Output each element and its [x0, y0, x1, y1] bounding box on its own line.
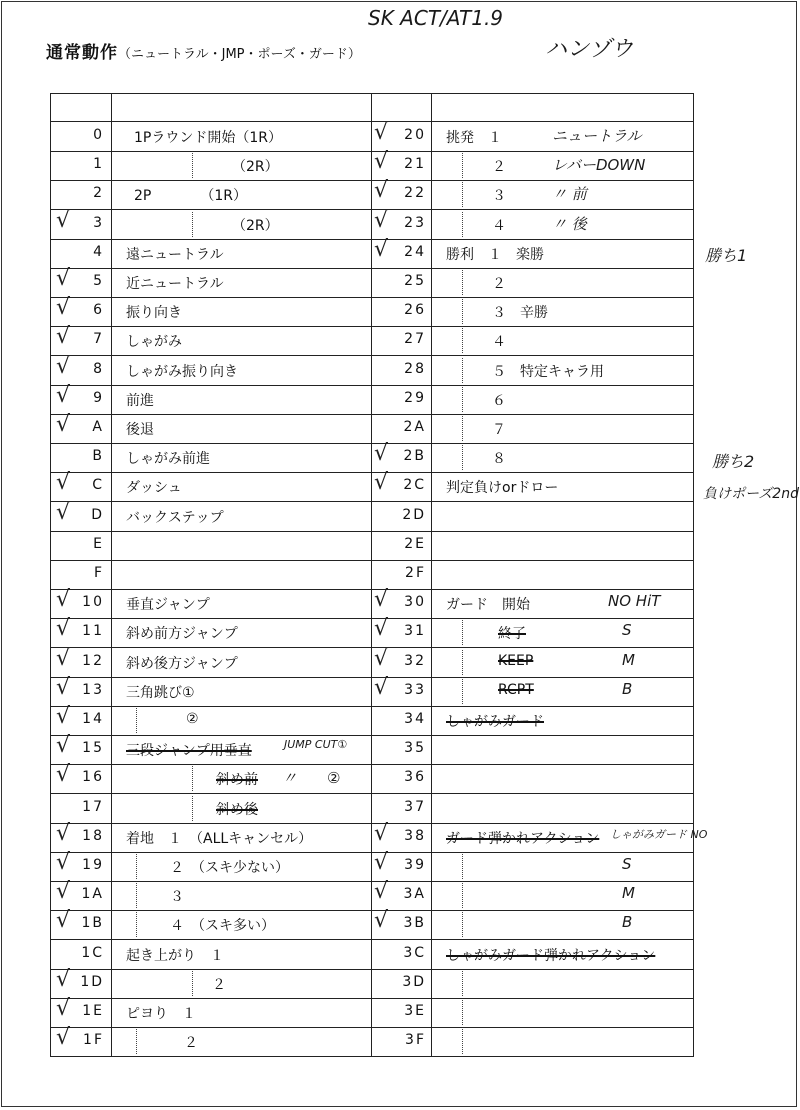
table-row [50, 852, 694, 882]
row-code: 21 [404, 156, 426, 173]
check-mark-icon: √ [374, 850, 389, 875]
table-row [50, 268, 694, 298]
row-code: 26 [404, 302, 426, 319]
check-mark-icon: √ [374, 207, 389, 233]
row-label: 三角跳び① [126, 684, 195, 701]
row-code: 35 [404, 740, 426, 757]
row-label: 斜め後 [216, 801, 258, 818]
check-mark-icon: √ [374, 587, 389, 613]
row-code: 3B [403, 915, 426, 932]
table-row [50, 297, 694, 327]
dotted-divider [462, 416, 463, 441]
dotted-divider [462, 299, 463, 324]
check-mark-icon: √ [56, 966, 71, 992]
table-row [50, 589, 694, 619]
dotted-divider [462, 445, 463, 470]
check-mark-icon: √ [56, 207, 71, 233]
dotted-divider [462, 182, 463, 207]
handwritten-note: S [622, 621, 632, 640]
side-note-win1: 勝ち1 [705, 246, 748, 265]
row-code: 3A [403, 886, 426, 903]
check-mark-icon: √ [56, 762, 71, 788]
dotted-divider [462, 270, 463, 295]
dotted-divider [462, 328, 463, 353]
handwritten-note: M [622, 650, 635, 669]
check-mark-icon: √ [374, 879, 389, 905]
row-label: 近ニュートラル [126, 276, 224, 292]
row-label: 斜め前方ジャンプ [126, 626, 238, 643]
row-label: 後退 [126, 422, 154, 438]
table-row [50, 180, 694, 210]
row-code: D [91, 506, 104, 523]
row-label: ３ 辛勝 [492, 305, 548, 322]
check-mark-icon: √ [374, 120, 389, 145]
table-row [50, 207, 694, 240]
row-label: 振り向き [126, 305, 182, 322]
row-code: B [92, 448, 104, 465]
row-code: 4 [93, 243, 104, 260]
row-label: ２ [492, 276, 506, 292]
table-row [50, 499, 694, 532]
check-mark-icon: √ [56, 412, 71, 437]
handwritten-note: しゃがみガード NO [610, 827, 708, 841]
row-code: 2B [403, 448, 426, 465]
dotted-divider [462, 679, 463, 704]
dotted-divider [462, 387, 463, 412]
row-code: 1F [83, 1032, 104, 1049]
table-top-line [50, 93, 694, 94]
check-mark-icon: √ [56, 353, 71, 379]
row-label: ２ （スキ少ない） [170, 860, 289, 876]
row-label: 斜め前 [216, 772, 258, 789]
row-code: 1A [81, 886, 104, 903]
row-code: 1E [82, 1003, 104, 1019]
table-row [50, 998, 694, 1028]
row-label: 前進 [126, 392, 154, 409]
row-code: 18 [82, 827, 104, 844]
row-code: 17 [82, 798, 104, 815]
table-row [50, 236, 694, 269]
row-label: ６ [492, 392, 506, 409]
table-row [50, 618, 694, 648]
row-code: 16 [82, 769, 104, 786]
table-row [50, 414, 694, 444]
row-label: ダッシュ [126, 480, 182, 497]
row-code: 3E [404, 1003, 426, 1019]
dotted-divider [462, 912, 463, 937]
check-mark-icon: √ [56, 879, 71, 905]
row-code: 37 [404, 798, 426, 815]
row-label: 遠ニュートラル [126, 246, 224, 263]
handwritten-note: B [622, 913, 633, 932]
row-code: F [93, 565, 104, 581]
table-row [50, 794, 694, 824]
row-code: 11 [82, 623, 104, 640]
row-code: 0 [93, 127, 104, 143]
row-label: KEEP [498, 652, 534, 669]
row-code: 24 [404, 243, 426, 260]
row-code: 30 [404, 594, 426, 611]
row-code: C [92, 477, 104, 494]
row-label: 挑発 １ [446, 130, 502, 146]
row-label: ８ [492, 451, 506, 468]
row-code: 27 [404, 331, 426, 348]
check-mark-icon: √ [56, 295, 71, 321]
handwritten-note: M [622, 884, 635, 903]
dotted-divider [462, 971, 463, 996]
dotted-divider [462, 883, 463, 908]
check-mark-icon: √ [56, 820, 71, 846]
row-code: 1B [81, 915, 104, 932]
row-label: ４ [492, 217, 506, 234]
row-code: 36 [404, 769, 426, 786]
row-code: 39 [404, 857, 426, 873]
row-label: ７ [492, 422, 506, 438]
handwritten-note: B [622, 679, 633, 698]
check-mark-icon: √ [56, 996, 71, 1021]
row-label: ２ [184, 1035, 198, 1052]
row-code: 7 [93, 331, 104, 348]
row-code: 22 [404, 185, 426, 202]
check-mark-icon: √ [374, 470, 389, 496]
row-label: ピヨり １ [126, 1006, 196, 1022]
check-mark-icon: √ [56, 908, 71, 934]
row-code: 34 [404, 711, 426, 727]
check-mark-icon: √ [56, 674, 71, 700]
row-code: 9 [93, 389, 104, 406]
row-code: 1D [80, 973, 104, 990]
table-row [50, 472, 694, 502]
check-mark-icon: √ [56, 645, 71, 671]
check-mark-icon: √ [374, 236, 389, 262]
check-mark-icon: √ [374, 441, 389, 467]
row-label: RCPT [498, 681, 534, 698]
character-note: ハンゾウ [545, 37, 634, 62]
check-mark-icon: √ [56, 733, 71, 759]
side-note-win2: 勝ち2 [712, 452, 755, 471]
row-code: 23 [404, 214, 426, 231]
row-code: E [93, 535, 104, 552]
row-code: 3 [93, 214, 104, 231]
row-label: 垂直ジャンプ [126, 597, 210, 614]
row-code: 20 [404, 127, 426, 143]
row-label: 着地 １ （ALLキャンセル） [126, 830, 313, 847]
row-label: 三段ジャンプ用垂直 [126, 743, 252, 760]
row-code: 2E [404, 535, 426, 552]
row-code: 19 [82, 857, 104, 873]
check-mark-icon: √ [56, 266, 71, 291]
table-row [50, 382, 694, 415]
row-label: （2R） [232, 217, 279, 234]
table-row [50, 764, 694, 794]
handwritten-note: NO HiT [608, 592, 661, 611]
row-code: 2D [402, 506, 426, 523]
check-mark-icon: √ [56, 587, 71, 613]
table-row [50, 735, 694, 765]
check-mark-icon: √ [56, 1025, 71, 1051]
row-code: 38 [404, 827, 426, 844]
handwritten-note: S [622, 855, 632, 873]
row-label: 1Pラウンド開始（1R） [134, 130, 282, 146]
row-label: 判定負けorドロー [446, 480, 559, 497]
table-row [50, 443, 694, 473]
row-code: 3C [403, 944, 426, 961]
check-mark-icon: √ [374, 149, 389, 175]
check-mark-icon: √ [374, 645, 389, 671]
dotted-divider [462, 153, 463, 178]
row-label: ３ [492, 188, 506, 205]
row-label: しゃがみ前進 [126, 451, 210, 468]
row-label: 起き上がり １ [126, 947, 224, 964]
row-code: 13 [82, 681, 104, 698]
title-subtitle: （ニュートラル・JMP・ポーズ・ガード） [118, 47, 361, 62]
check-mark-icon: √ [56, 704, 71, 729]
row-label: ４ [492, 334, 506, 351]
check-mark-icon: √ [56, 499, 71, 525]
check-mark-icon: √ [56, 382, 71, 408]
row-code: 2C [403, 477, 426, 494]
row-code: 2A [403, 419, 426, 435]
reference-note: SK ACT/AT1.9 [368, 6, 504, 30]
handwritten-note: 〃 前 [552, 185, 587, 204]
handwritten-note: 〃 ② [282, 769, 341, 788]
check-mark-icon: √ [374, 674, 389, 700]
row-code: 5 [93, 273, 104, 289]
row-code: A [92, 419, 104, 435]
row-code: 1C [81, 944, 104, 961]
row-code: 1 [93, 156, 104, 173]
table-row [50, 910, 694, 940]
table-row [50, 1027, 694, 1057]
dotted-divider [462, 358, 463, 383]
row-code: 15 [82, 740, 104, 757]
check-mark-icon: √ [56, 850, 71, 875]
title-text: 通常動作 [46, 43, 118, 63]
row-code: 2F [405, 565, 426, 581]
row-code: 8 [93, 360, 104, 377]
check-mark-icon: √ [56, 616, 71, 642]
check-mark-icon: √ [374, 820, 389, 846]
row-code: 29 [404, 389, 426, 406]
check-mark-icon: √ [374, 178, 389, 204]
handwritten-note: ニュートラル [552, 127, 642, 145]
row-label: 斜め後方ジャンプ [126, 655, 238, 672]
row-code: 2 [93, 185, 104, 202]
dotted-divider [462, 620, 463, 645]
handwritten-note: 〃 後 [552, 214, 587, 233]
table-row [50, 645, 694, 678]
side-note-lose-pose: 負けポーズ2nd [703, 486, 799, 502]
row-code: 3F [405, 1032, 426, 1049]
table-header-row [50, 93, 694, 122]
row-label: 勝利 １ 楽勝 [446, 246, 544, 263]
check-mark-icon: √ [374, 616, 389, 642]
row-code: 32 [404, 652, 426, 669]
row-code: 14 [82, 711, 104, 727]
row-label: ② [186, 711, 199, 727]
action-table [50, 93, 708, 1056]
table-row [50, 881, 694, 911]
row-label: ガード弾かれアクション [446, 830, 600, 847]
row-code: 33 [404, 681, 426, 698]
check-mark-icon: √ [56, 324, 71, 350]
dotted-divider [462, 854, 463, 879]
row-label: ガード 開始 [446, 597, 530, 614]
handwritten-note: レバーDOWN [552, 156, 646, 175]
table-row [50, 674, 694, 707]
row-code: 10 [82, 594, 104, 611]
row-code: 31 [404, 623, 426, 640]
table-row [50, 531, 694, 561]
row-code: 25 [404, 273, 426, 289]
row-label: しゃがみガード弾かれアクション [446, 947, 656, 964]
check-mark-icon: √ [374, 908, 389, 934]
dotted-divider [462, 650, 463, 675]
row-code: 3D [402, 973, 426, 990]
dotted-divider [462, 1029, 463, 1054]
row-label: 終了 [498, 626, 526, 643]
row-label: しゃがみ [126, 334, 182, 351]
row-label: 2P （1R） [134, 188, 247, 205]
handwritten-note: JUMP CUT① [284, 738, 348, 752]
row-label: ５ 特定キャラ用 [492, 363, 604, 380]
table-row [50, 966, 694, 999]
row-label: （2R） [232, 159, 279, 176]
row-label: ２ [492, 159, 506, 176]
row-label: バックステップ [126, 509, 224, 526]
row-label: しゃがみ振り向き [126, 363, 238, 380]
check-mark-icon: √ [56, 470, 71, 496]
row-code: 12 [82, 652, 104, 669]
table-row [50, 706, 694, 736]
page-title [46, 38, 361, 63]
row-label: ３ [170, 889, 184, 906]
row-label: しゃがみガード [446, 714, 544, 730]
dotted-divider [462, 212, 463, 237]
table-row [50, 560, 694, 590]
table-row [50, 326, 694, 356]
dotted-divider [462, 1000, 463, 1025]
row-label: ２ [212, 976, 226, 993]
row-label: ４ （スキ多い） [170, 918, 275, 935]
row-code: 28 [404, 360, 426, 377]
row-code: 6 [93, 302, 104, 319]
